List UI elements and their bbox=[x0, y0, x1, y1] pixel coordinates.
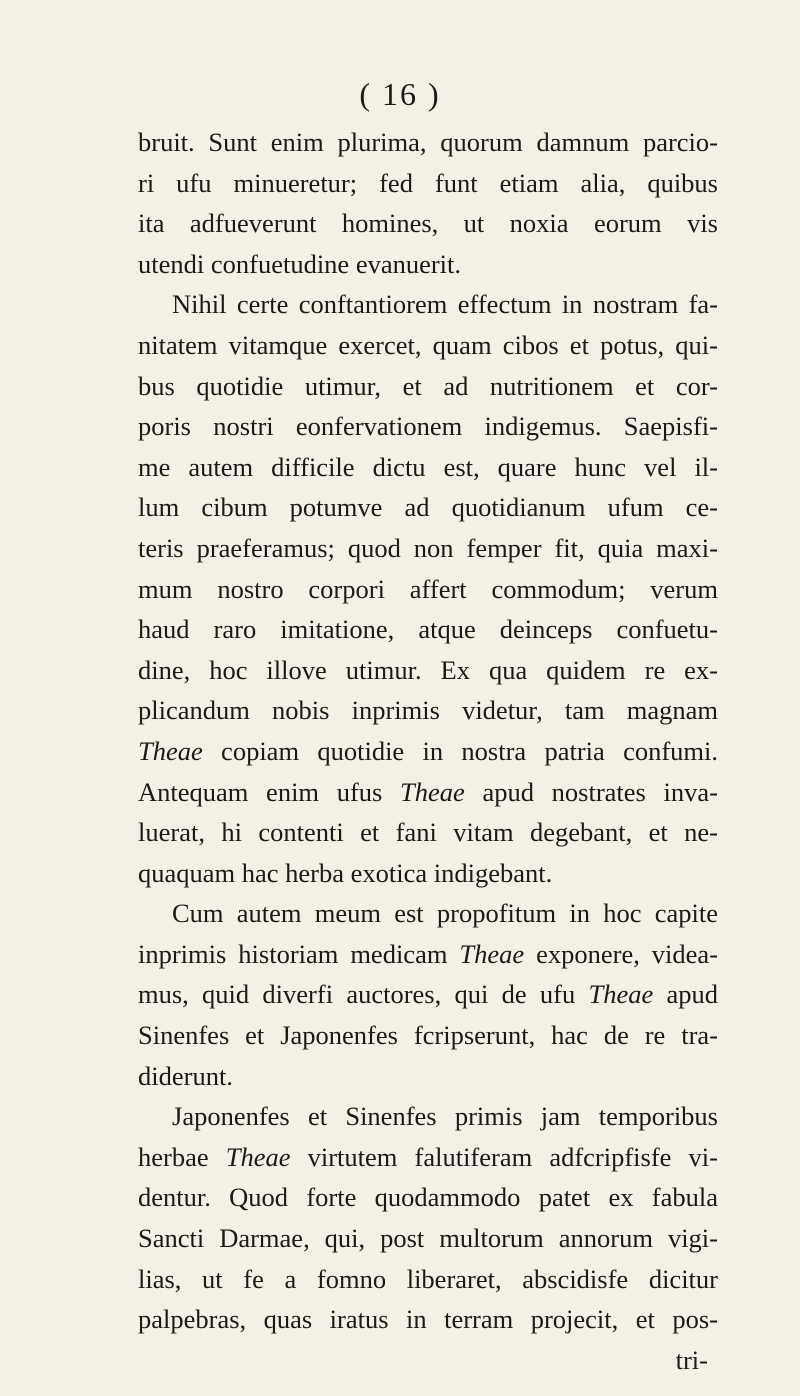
text-fragment: exponere, videa- bbox=[524, 938, 719, 969]
catchword: tri- bbox=[675, 1344, 708, 1375]
text-line: lias, ut fe a fomno liberaret, abscidisfe dicitur bbox=[138, 1263, 718, 1294]
page-number: ( 16 ) bbox=[359, 76, 441, 112]
text-fragment: Antequam enim ufus bbox=[138, 776, 401, 807]
text-line: dentur. Quod forte quodammodo patet ex fabula bbox=[138, 1182, 718, 1213]
text-line: mum nostro corpori affert commodum; verum bbox=[138, 573, 718, 604]
text-line: poris nostri eonfervationem indigemus. Saepisfi- bbox=[138, 411, 718, 442]
text-line: luerat, hi contenti et fani vitam degebant, et ne- bbox=[138, 817, 718, 848]
text-line: haud raro imitatione, atque deinceps confuetu- bbox=[138, 614, 718, 645]
text-line: bus quotidie utimur, et ad nutritionem et cor- bbox=[138, 370, 718, 401]
text-line: ita adfueverunt homines, ut noxia eorum vis bbox=[138, 208, 718, 239]
text-line: dine, hoc illove utimur. Ex qua quidem re ex- bbox=[138, 654, 718, 685]
text-fragment: apud bbox=[653, 979, 718, 1010]
italic-word: Theae bbox=[588, 979, 654, 1010]
text-fragment: copiam quotidie in nostra patria confumi. bbox=[202, 735, 718, 766]
text-line bbox=[138, 934, 718, 975]
text-line: Sancti Darmae, qui, post multorum annorum vigi- bbox=[138, 1223, 718, 1254]
italic-word: Theae bbox=[459, 938, 525, 969]
text-line: quaquam hac herba exotica indigebant. bbox=[138, 857, 553, 888]
text-line bbox=[138, 1137, 718, 1178]
text-fragment: virtutem falutiferam adfcripfisfe vi- bbox=[290, 1141, 718, 1172]
text-line: diderunt. bbox=[138, 1060, 233, 1091]
italic-word: Theae bbox=[400, 776, 465, 807]
text-fragment: mus, quid diverfi auctores, qui de ufu bbox=[138, 979, 589, 1010]
text-line: bruit. Sunt enim plurima, quorum damnum parcio- bbox=[138, 127, 718, 157]
text-line: me autem difficile dictu est, quare hunc vel il- bbox=[138, 451, 718, 482]
text-line: plicandum nobis inprimis videtur, tam magnam bbox=[138, 695, 718, 726]
text-line: Nihil certe conftantiorem effectum in nostram fa- bbox=[172, 289, 718, 320]
text-line bbox=[138, 772, 718, 813]
italic-word: Theae bbox=[225, 1141, 291, 1172]
text-line: nitatem vitamque exercet, quam cibos et potus, qui- bbox=[138, 329, 718, 360]
italic-word: Theae bbox=[138, 735, 203, 766]
text-line: ri ufu minueretur; fed funt etiam alia, quibus bbox=[138, 167, 718, 198]
text-line bbox=[138, 731, 718, 772]
text-line: teris praeferamus; quod non femper fit, quia maxi- bbox=[138, 532, 718, 563]
text-fragment: inprimis historiam medicam bbox=[138, 938, 460, 969]
text-line: utendi confuetudine evanuerit. bbox=[138, 248, 462, 279]
text-line: Sinenfes et Japonenfes fcripserunt, hac de re tra- bbox=[138, 1020, 718, 1051]
body-text bbox=[138, 122, 718, 1380]
text-line: palpebras, quas iratus in terram projecit, et pos- bbox=[138, 1304, 718, 1335]
text-fragment: apud nostrates inva- bbox=[464, 776, 718, 807]
text-line: lum cibum potumve ad quotidianum ufum ce- bbox=[138, 492, 718, 523]
text-line bbox=[138, 974, 718, 1015]
text-line: Cum autem meum est propofitum in hoc capite bbox=[172, 898, 718, 929]
text-line: Japonenfes et Sinenfes primis jam temporibus bbox=[172, 1101, 718, 1132]
text-fragment: herbae bbox=[138, 1141, 226, 1172]
